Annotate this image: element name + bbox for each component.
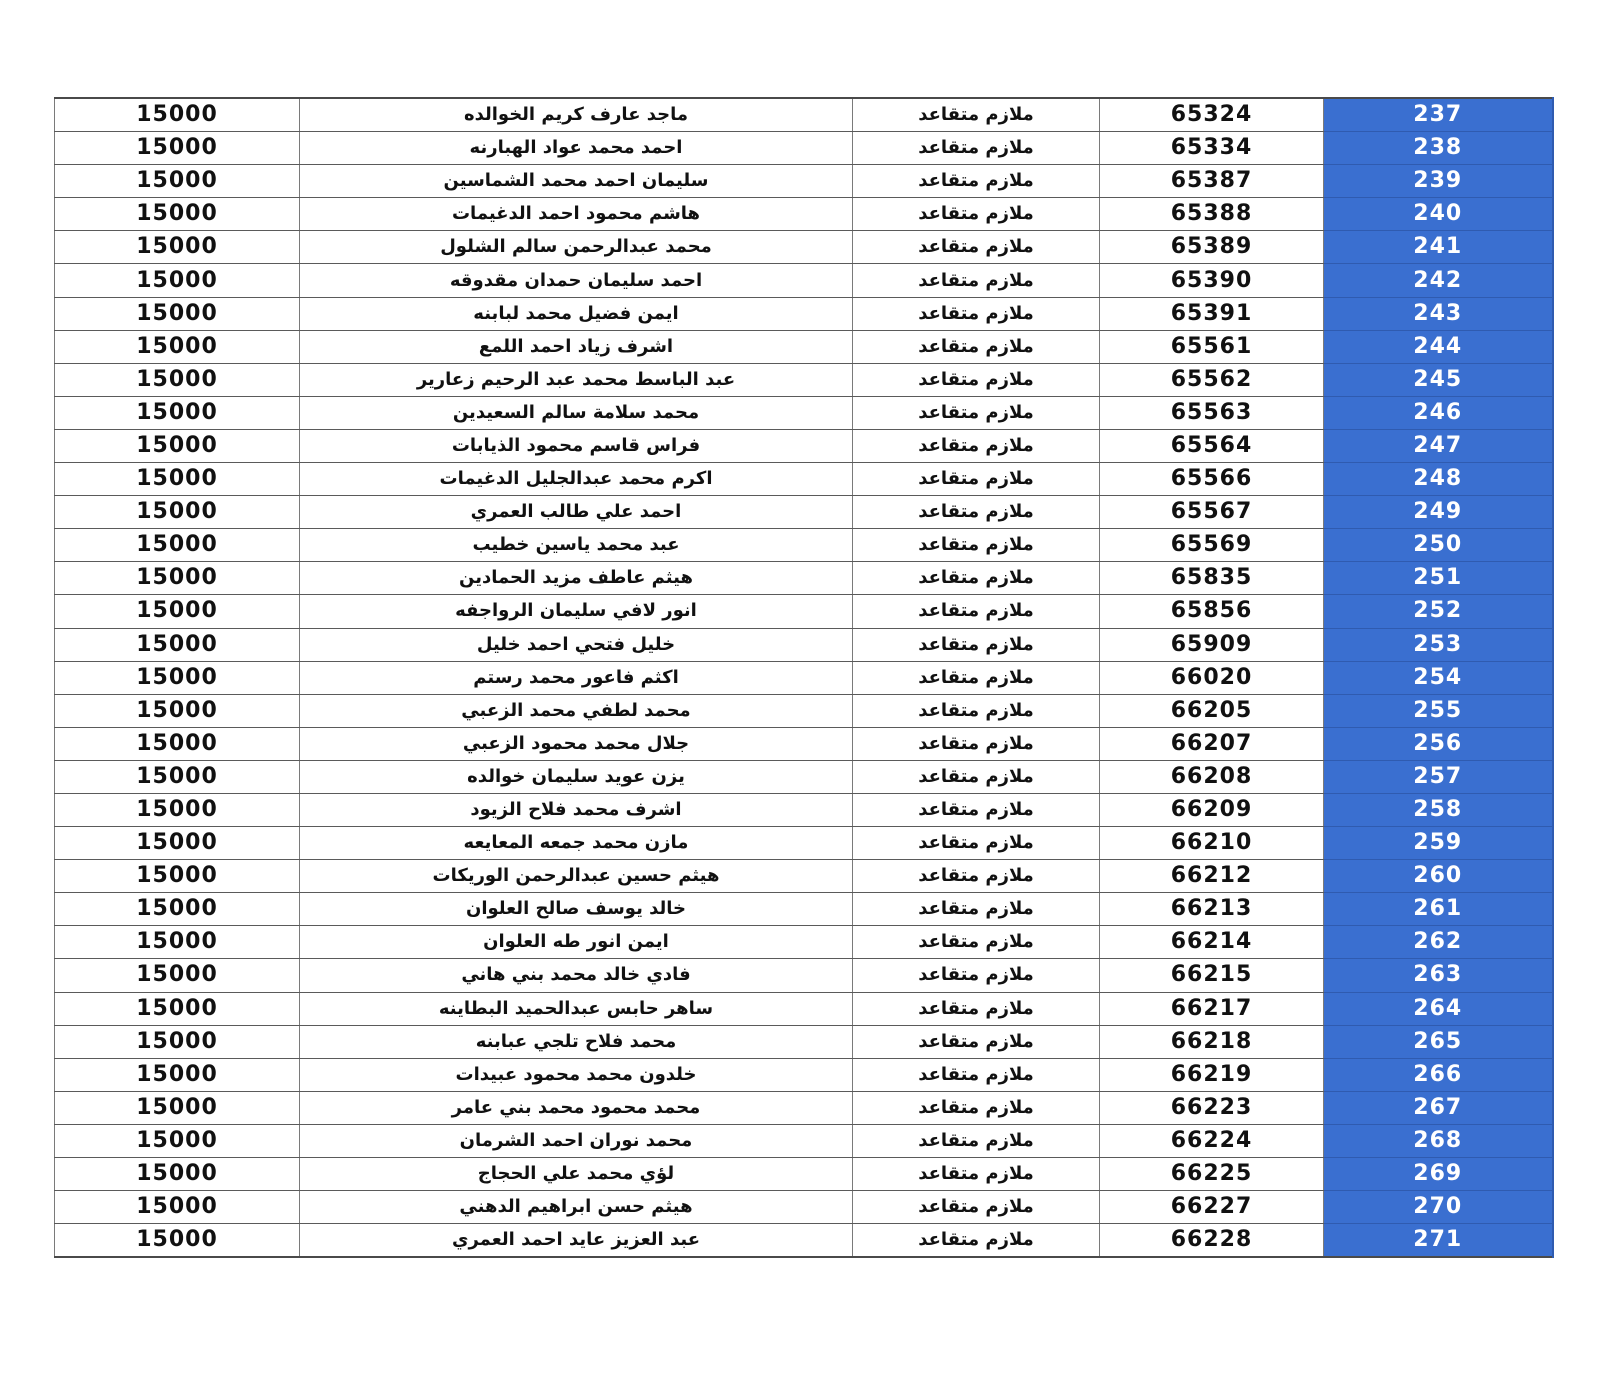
rank-cell: ملازم متقاعد: [853, 661, 1100, 694]
amount-cell: 15000: [55, 661, 300, 694]
code-cell: 65567: [1100, 496, 1324, 529]
rank-cell: ملازم متقاعد: [853, 1058, 1100, 1091]
name-cell: فراس قاسم محمود الذيابات: [300, 429, 853, 462]
code-cell: 66227: [1100, 1191, 1324, 1224]
name-cell: اشرف زياد احمد اللمع: [300, 330, 853, 363]
amount-cell: 15000: [55, 396, 300, 429]
name-cell: يزن عويد سليمان خوالده: [300, 760, 853, 793]
amount-cell: 15000: [55, 760, 300, 793]
code-cell: 65563: [1100, 396, 1324, 429]
rank-cell: ملازم متقاعد: [853, 1124, 1100, 1157]
name-cell: اكرم محمد عبدالجليل الدغيمات: [300, 463, 853, 496]
table-row: [55, 992, 1553, 1025]
seq-cell: 262: [1324, 926, 1553, 959]
table-row: [55, 1025, 1553, 1058]
code-cell: 66223: [1100, 1091, 1324, 1124]
name-cell: هيثم حسن ابراهيم الدهني: [300, 1191, 853, 1224]
name-cell: هيثم عاطف مزيد الحمادين: [300, 562, 853, 595]
rank-cell: ملازم متقاعد: [853, 793, 1100, 826]
name-cell: محمد عبدالرحمن سالم الشلول: [300, 231, 853, 264]
table-row: [55, 429, 1553, 462]
code-cell: 66020: [1100, 661, 1324, 694]
table-row: [55, 529, 1553, 562]
seq-cell: 252: [1324, 595, 1553, 628]
amount-cell: 15000: [55, 694, 300, 727]
table-row: [55, 198, 1553, 231]
amount-cell: 15000: [55, 727, 300, 760]
code-cell: 66219: [1100, 1058, 1324, 1091]
table-row: [55, 595, 1553, 628]
amount-cell: 15000: [55, 1025, 300, 1058]
seq-cell: 242: [1324, 264, 1553, 297]
table-row: [55, 363, 1553, 396]
seq-cell: 257: [1324, 760, 1553, 793]
code-cell: 66213: [1100, 893, 1324, 926]
seq-cell: 240: [1324, 198, 1553, 231]
code-cell: 65562: [1100, 363, 1324, 396]
amount-cell: 15000: [55, 132, 300, 165]
seq-cell: 249: [1324, 496, 1553, 529]
code-cell: 65856: [1100, 595, 1324, 628]
table-row: [55, 860, 1553, 893]
name-cell: خلدون محمد محمود عبيدات: [300, 1058, 853, 1091]
table-row: [55, 297, 1553, 330]
name-cell: جلال محمد محمود الزعبي: [300, 727, 853, 760]
table-row: [55, 1191, 1553, 1224]
rank-cell: ملازم متقاعد: [853, 760, 1100, 793]
code-cell: 66225: [1100, 1158, 1324, 1191]
table-row: [55, 628, 1553, 661]
name-cell: احمد سليمان حمدان مقدوقه: [300, 264, 853, 297]
seq-cell: 267: [1324, 1091, 1553, 1124]
name-cell: احمد محمد عواد الهبارنه: [300, 132, 853, 165]
rank-cell: ملازم متقاعد: [853, 727, 1100, 760]
rank-cell: ملازم متقاعد: [853, 231, 1100, 264]
table-row: [55, 496, 1553, 529]
amount-cell: 15000: [55, 595, 300, 628]
amount-cell: 15000: [55, 1124, 300, 1157]
rank-cell: ملازم متقاعد: [853, 529, 1100, 562]
rank-cell: ملازم متقاعد: [853, 1091, 1100, 1124]
amount-cell: 15000: [55, 429, 300, 462]
amount-cell: 15000: [55, 165, 300, 198]
seq-cell: 271: [1324, 1224, 1553, 1258]
data-table: [54, 97, 1554, 1258]
code-cell: 66208: [1100, 760, 1324, 793]
rank-cell: ملازم متقاعد: [853, 363, 1100, 396]
rank-cell: ملازم متقاعد: [853, 595, 1100, 628]
name-cell: فادي خالد محمد بني هاني: [300, 959, 853, 992]
amount-cell: 15000: [55, 628, 300, 661]
name-cell: اشرف محمد فلاح الزيود: [300, 793, 853, 826]
name-cell: احمد علي طالب العمري: [300, 496, 853, 529]
code-cell: 66215: [1100, 959, 1324, 992]
amount-cell: 15000: [55, 1224, 300, 1258]
rank-cell: ملازم متقاعد: [853, 132, 1100, 165]
amount-cell: 15000: [55, 893, 300, 926]
table-row: [55, 694, 1553, 727]
rank-cell: ملازم متقاعد: [853, 297, 1100, 330]
rank-cell: ملازم متقاعد: [853, 860, 1100, 893]
name-cell: ماجد عارف كريم الخوالده: [300, 98, 853, 132]
amount-cell: 15000: [55, 363, 300, 396]
amount-cell: 15000: [55, 496, 300, 529]
seq-cell: 246: [1324, 396, 1553, 429]
code-cell: 65388: [1100, 198, 1324, 231]
code-cell: 66224: [1100, 1124, 1324, 1157]
seq-cell: 241: [1324, 231, 1553, 264]
table-row: [55, 727, 1553, 760]
rank-cell: ملازم متقاعد: [853, 98, 1100, 132]
amount-cell: 15000: [55, 860, 300, 893]
rank-cell: ملازم متقاعد: [853, 959, 1100, 992]
table-row: [55, 562, 1553, 595]
table-row: [55, 330, 1553, 363]
code-cell: 65566: [1100, 463, 1324, 496]
table-row: [55, 959, 1553, 992]
table-row: [55, 1158, 1553, 1191]
seq-cell: 244: [1324, 330, 1553, 363]
name-cell: محمد محمود محمد بني عامر: [300, 1091, 853, 1124]
code-cell: 65334: [1100, 132, 1324, 165]
name-cell: ساهر حابس عبدالحميد البطاينه: [300, 992, 853, 1025]
name-cell: خليل فتحي احمد خليل: [300, 628, 853, 661]
amount-cell: 15000: [55, 793, 300, 826]
seq-cell: 270: [1324, 1191, 1553, 1224]
table-row: [55, 1091, 1553, 1124]
code-cell: 65391: [1100, 297, 1324, 330]
seq-cell: 259: [1324, 827, 1553, 860]
code-cell: 66209: [1100, 793, 1324, 826]
table-row: [55, 463, 1553, 496]
name-cell: محمد نوران احمد الشرمان: [300, 1124, 853, 1157]
table-row: [55, 760, 1553, 793]
code-cell: 66217: [1100, 992, 1324, 1025]
code-cell: 66214: [1100, 926, 1324, 959]
name-cell: انور لافي سليمان الرواجفه: [300, 595, 853, 628]
seq-cell: 237: [1324, 98, 1553, 132]
amount-cell: 15000: [55, 562, 300, 595]
rank-cell: ملازم متقاعد: [853, 1224, 1100, 1258]
seq-cell: 256: [1324, 727, 1553, 760]
seq-cell: 264: [1324, 992, 1553, 1025]
name-cell: سليمان احمد محمد الشماسين: [300, 165, 853, 198]
rank-cell: ملازم متقاعد: [853, 165, 1100, 198]
table-row: [55, 1124, 1553, 1157]
amount-cell: 15000: [55, 231, 300, 264]
rank-cell: ملازم متقاعد: [853, 198, 1100, 231]
rank-cell: ملازم متقاعد: [853, 1191, 1100, 1224]
amount-cell: 15000: [55, 1191, 300, 1224]
seq-cell: 269: [1324, 1158, 1553, 1191]
rank-cell: ملازم متقاعد: [853, 496, 1100, 529]
seq-cell: 261: [1324, 893, 1553, 926]
code-cell: 65389: [1100, 231, 1324, 264]
table-row: [55, 132, 1553, 165]
amount-cell: 15000: [55, 827, 300, 860]
table-row: [55, 661, 1553, 694]
seq-cell: 268: [1324, 1124, 1553, 1157]
code-cell: 65564: [1100, 429, 1324, 462]
rank-cell: ملازم متقاعد: [853, 463, 1100, 496]
amount-cell: 15000: [55, 264, 300, 297]
rank-cell: ملازم متقاعد: [853, 264, 1100, 297]
rank-cell: ملازم متقاعد: [853, 628, 1100, 661]
amount-cell: 15000: [55, 1058, 300, 1091]
rank-cell: ملازم متقاعد: [853, 926, 1100, 959]
name-cell: لؤي محمد علي الحجاج: [300, 1158, 853, 1191]
seq-cell: 253: [1324, 628, 1553, 661]
code-cell: 65387: [1100, 165, 1324, 198]
rank-cell: ملازم متقاعد: [853, 893, 1100, 926]
table-row: [55, 893, 1553, 926]
seq-cell: 265: [1324, 1025, 1553, 1058]
amount-cell: 15000: [55, 1158, 300, 1191]
table-row: [55, 98, 1553, 132]
rank-cell: ملازم متقاعد: [853, 429, 1100, 462]
amount-cell: 15000: [55, 992, 300, 1025]
rank-cell: ملازم متقاعد: [853, 1158, 1100, 1191]
rank-cell: ملازم متقاعد: [853, 562, 1100, 595]
amount-cell: 15000: [55, 926, 300, 959]
name-cell: خالد يوسف صالح العلوان: [300, 893, 853, 926]
table-row: [55, 1224, 1553, 1258]
name-cell: محمد لطفي محمد الزعبي: [300, 694, 853, 727]
code-cell: 66210: [1100, 827, 1324, 860]
name-cell: ايمن انور طه العلوان: [300, 926, 853, 959]
seq-cell: 263: [1324, 959, 1553, 992]
table-row: [55, 396, 1553, 429]
name-cell: عبد الباسط محمد عبد الرحيم زعارير: [300, 363, 853, 396]
table-row: [55, 926, 1553, 959]
rank-cell: ملازم متقاعد: [853, 992, 1100, 1025]
code-cell: 65324: [1100, 98, 1324, 132]
code-cell: 65909: [1100, 628, 1324, 661]
seq-cell: 258: [1324, 793, 1553, 826]
seq-cell: 239: [1324, 165, 1553, 198]
seq-cell: 254: [1324, 661, 1553, 694]
amount-cell: 15000: [55, 529, 300, 562]
amount-cell: 15000: [55, 463, 300, 496]
amount-cell: 15000: [55, 198, 300, 231]
amount-cell: 15000: [55, 297, 300, 330]
rank-cell: ملازم متقاعد: [853, 396, 1100, 429]
seq-cell: 250: [1324, 529, 1553, 562]
code-cell: 65561: [1100, 330, 1324, 363]
code-cell: 65835: [1100, 562, 1324, 595]
code-cell: 66212: [1100, 860, 1324, 893]
amount-cell: 15000: [55, 959, 300, 992]
table-row: [55, 165, 1553, 198]
seq-cell: 238: [1324, 132, 1553, 165]
name-cell: محمد فلاح تلجي عبابنه: [300, 1025, 853, 1058]
table-row: [55, 264, 1553, 297]
table-row: [55, 827, 1553, 860]
seq-cell: 243: [1324, 297, 1553, 330]
code-cell: 66207: [1100, 727, 1324, 760]
table-row: [55, 1058, 1553, 1091]
name-cell: هيثم حسين عبدالرحمن الوريكات: [300, 860, 853, 893]
code-cell: 66218: [1100, 1025, 1324, 1058]
code-cell: 65569: [1100, 529, 1324, 562]
seq-cell: 247: [1324, 429, 1553, 462]
rank-cell: ملازم متقاعد: [853, 330, 1100, 363]
name-cell: هاشم محمود احمد الدغيمات: [300, 198, 853, 231]
code-cell: 65390: [1100, 264, 1324, 297]
seq-cell: 260: [1324, 860, 1553, 893]
table-body: [55, 98, 1553, 1257]
name-cell: عبد العزيز عايد احمد العمري: [300, 1224, 853, 1258]
table-row: [55, 231, 1553, 264]
name-cell: ايمن فضيل محمد لبابنه: [300, 297, 853, 330]
table-row: [55, 793, 1553, 826]
seq-cell: 255: [1324, 694, 1553, 727]
amount-cell: 15000: [55, 1091, 300, 1124]
amount-cell: 15000: [55, 330, 300, 363]
rank-cell: ملازم متقاعد: [853, 827, 1100, 860]
code-cell: 66205: [1100, 694, 1324, 727]
name-cell: مازن محمد جمعه المعايعه: [300, 827, 853, 860]
seq-cell: 251: [1324, 562, 1553, 595]
amount-cell: 15000: [55, 98, 300, 132]
seq-cell: 248: [1324, 463, 1553, 496]
name-cell: اكثم فاعور محمد رستم: [300, 661, 853, 694]
seq-cell: 266: [1324, 1058, 1553, 1091]
code-cell: 66228: [1100, 1224, 1324, 1258]
seq-cell: 245: [1324, 363, 1553, 396]
rank-cell: ملازم متقاعد: [853, 1025, 1100, 1058]
name-cell: عبد محمد ياسين خطيب: [300, 529, 853, 562]
rank-cell: ملازم متقاعد: [853, 694, 1100, 727]
name-cell: محمد سلامة سالم السعيدين: [300, 396, 853, 429]
